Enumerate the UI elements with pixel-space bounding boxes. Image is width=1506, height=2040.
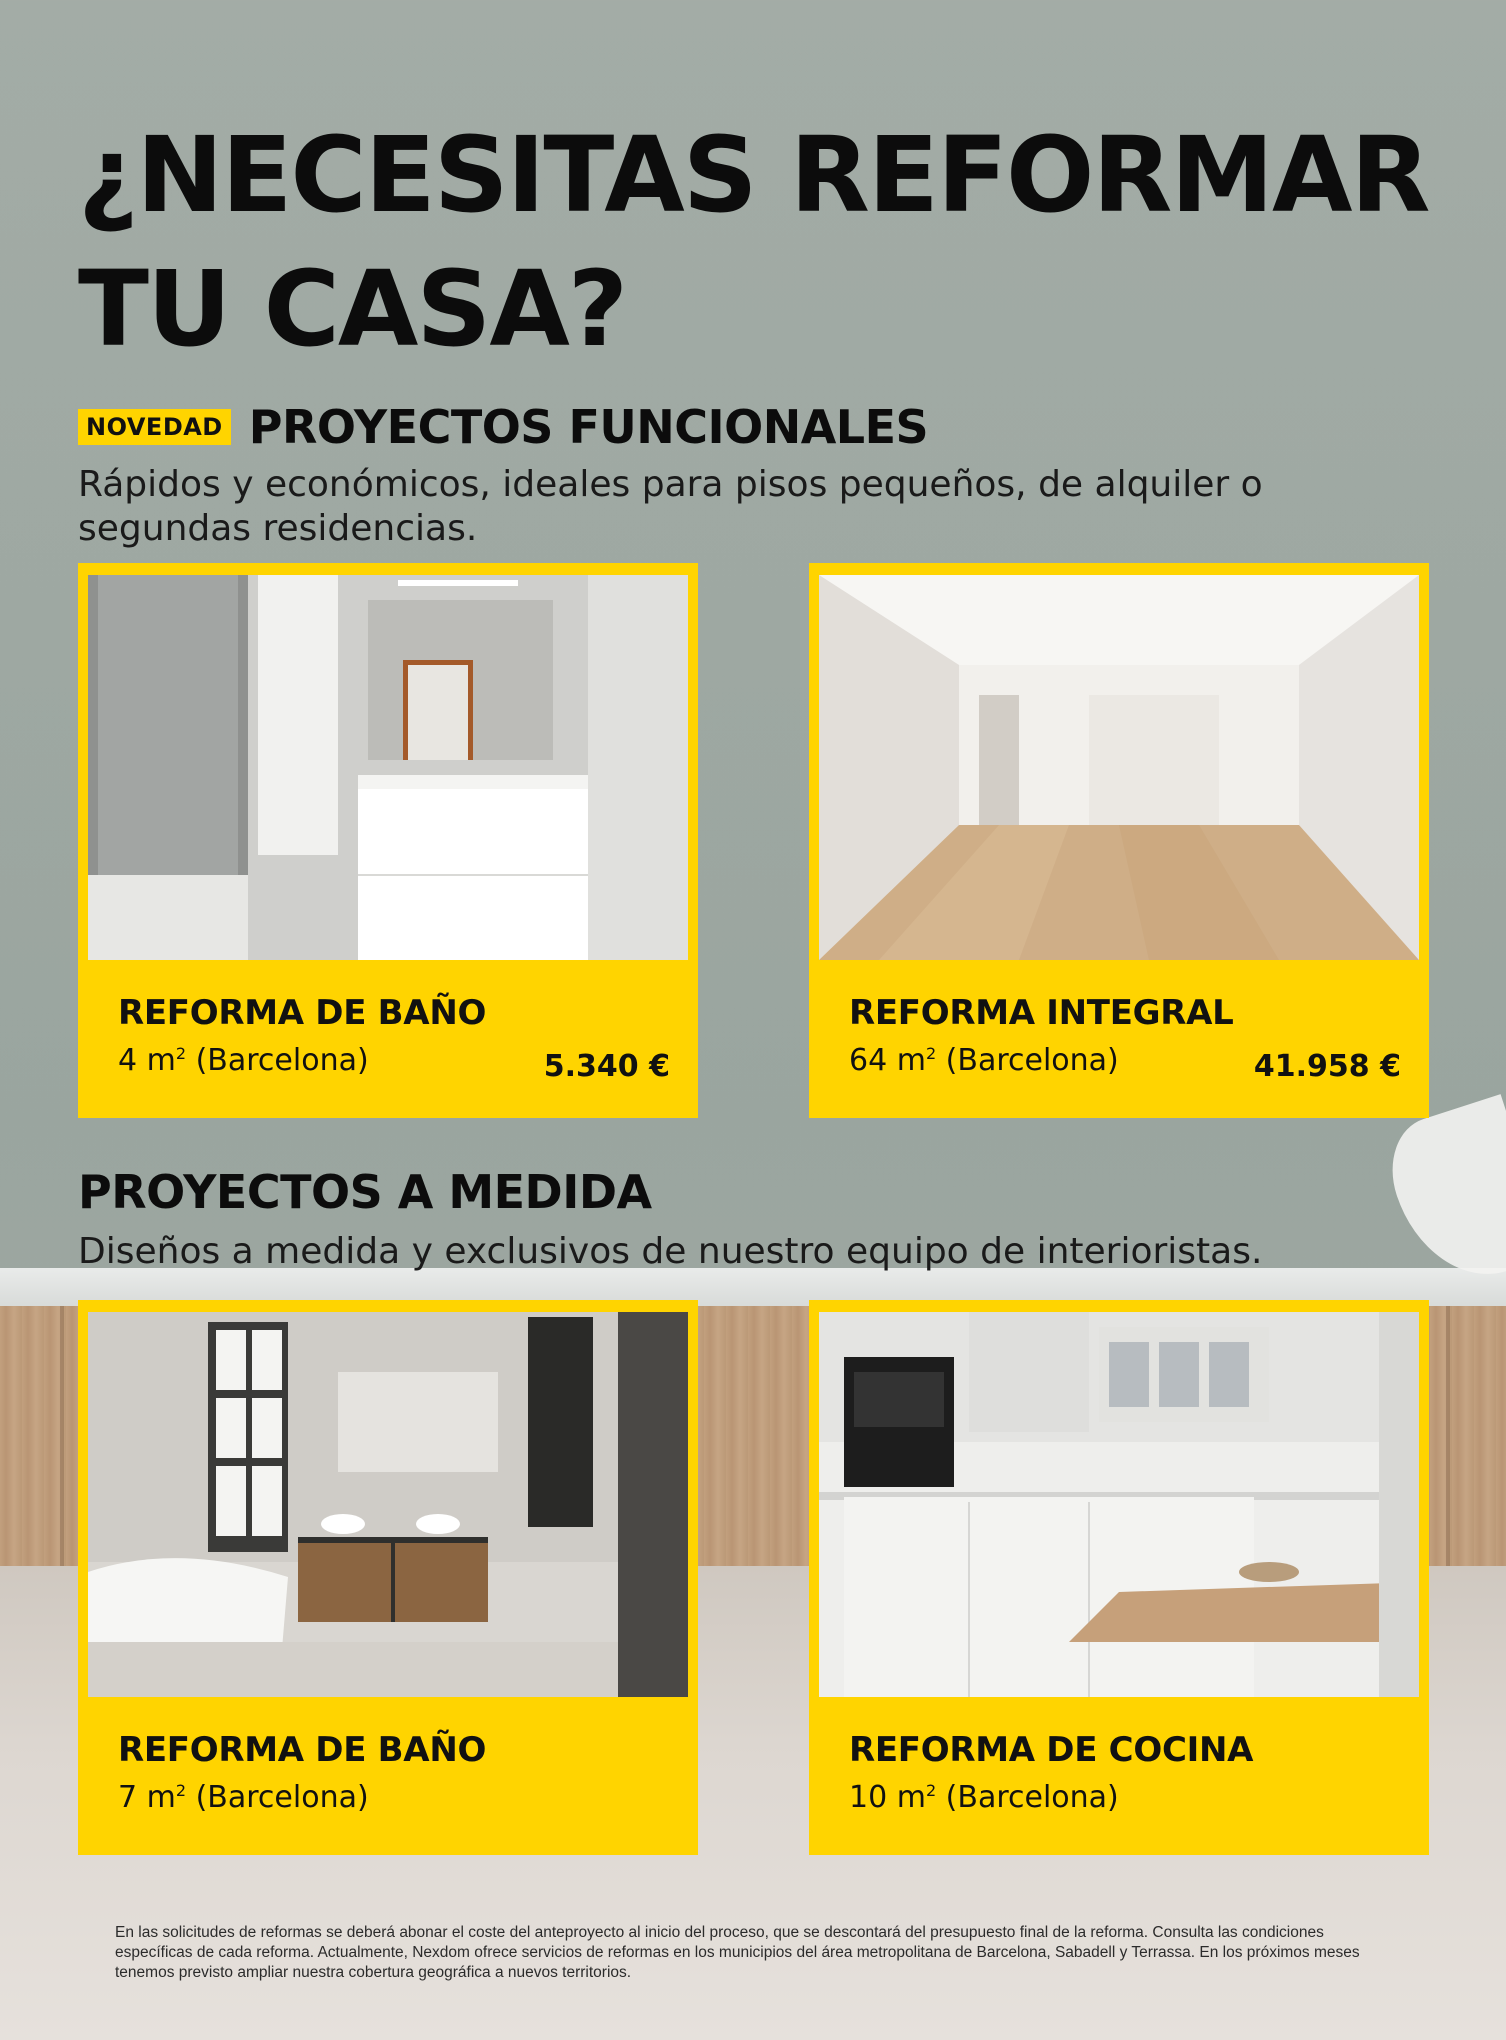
project-card-bano-funcional[interactable] [78,563,698,1118]
card-area: 4 $m^2$ (Barcelona) [118,1043,369,1078]
project-card-integral[interactable] [809,563,1429,1118]
section-funcionales-header [78,400,928,454]
card-area: 64 $m^2$ (Barcelona) [849,1043,1119,1078]
project-card-cocina-medida[interactable] [809,1300,1429,1855]
card-title: REFORMA DE COCINA [849,1730,1254,1770]
legal-disclaimer: En las solicitudes de reformas se deberá abonar el coste del anteproyecto al inicio del proceso, que se descontará del presupuesto final de la reforma. Consulta las condiciones específicas de cada reforma. Actualmente, Nexdom ofrece servicios de reformas en los municipios del área metropolitana de Barcelona, Sabadell y Terrassa. En los próximos meses tenemos previsto ampliar nuestra cobertura geográfica a nuevos territorios. [115,1924,1360,1981]
card-title: REFORMA DE BAÑO [118,993,487,1033]
headline-line-1: ¿NECESITAS REFORMAR [78,114,1429,236]
card-area: 10 $m^2$ (Barcelona) [849,1780,1119,1815]
card-price: 41.958 € [1253,1049,1401,1084]
section-funcionales-title: PROYECTOS FUNCIONALES [248,400,929,454]
section-medida-title: PROYECTOS A MEDIDA [78,1165,652,1219]
bathroom-photo [88,575,688,960]
card-price: 5.340 € [543,1049,670,1084]
section-medida-header [78,1165,652,1219]
backdrop-cabinet-seam [1446,1306,1450,1566]
project-card-bano-medida[interactable] [78,1300,698,1855]
card-area: 7 $m^2$ (Barcelona) [118,1780,369,1815]
page-headline [78,108,1458,376]
section-funcionales-subtitle: Rápidos y económicos, ideales para pisos pequeños, de alquiler o segundas residencias. [78,464,1263,549]
living-room-photo [819,575,1419,960]
novedad-badge: NOVEDAD [78,409,231,445]
kitchen-photo [819,1312,1419,1697]
bathroom-photo [88,1312,688,1697]
card-title: REFORMA INTEGRAL [849,993,1234,1033]
section-medida-subtitle: Diseños a medida y exclusivos de nuestro equipo de interioristas. [78,1231,1263,1272]
headline-line-2: TU CASA? [78,248,627,370]
backdrop-cabinet-seam [60,1306,64,1566]
card-title: REFORMA DE BAÑO [118,1730,487,1770]
